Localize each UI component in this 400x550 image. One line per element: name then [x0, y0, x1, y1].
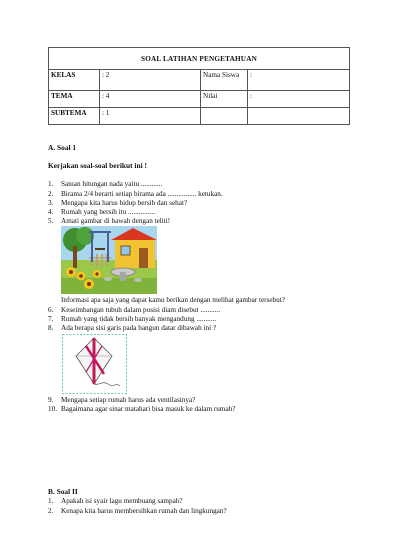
question-text: Rumah yang bersih itu ...............: [61, 208, 156, 216]
question-1: [48, 180, 162, 188]
value-nilai: :: [248, 91, 350, 108]
value-tema: : 4: [100, 91, 201, 108]
question-number: 1.: [48, 180, 54, 188]
value-kelas: : 2: [100, 70, 201, 91]
label-kelas: KELAS: [49, 70, 100, 91]
picture-question: Informasi apa saja yang dapat kamu berikan dengan melihat gambar tersebut?: [61, 296, 285, 304]
label-tema: TEMA: [49, 91, 100, 108]
question-number: 6.: [48, 306, 54, 314]
question-text: Ada berapa sisi garis pada bangun datar dibawah ini ?: [61, 324, 217, 332]
question-4: [48, 208, 155, 216]
worksheet-title: SOAL LATIHAN PENGETAHUAN: [49, 48, 350, 70]
section-heading-2: B. Soal II: [48, 487, 78, 496]
empty-cell: [201, 108, 248, 125]
question-3: [48, 199, 187, 207]
question-number: 8.: [48, 324, 54, 332]
label-nama-siswa: Nama Siswa: [201, 70, 248, 91]
question-5: [48, 217, 170, 225]
soal2-question-2: [48, 507, 227, 515]
kite-shape-illustration: [62, 334, 127, 394]
garden-house-illustration: [61, 226, 157, 294]
question-7: [48, 315, 216, 323]
header-table: [48, 47, 350, 125]
question-number: 4.: [48, 208, 54, 216]
question-text: Apakah isi syair lagu membuang sampah?: [61, 497, 183, 505]
question-number: 1.: [48, 497, 54, 505]
question-8: [48, 324, 216, 332]
question-text: Mengapa kita harus hidup bersih dan sehat?: [61, 199, 188, 207]
section-heading-1: A. Soal 1: [48, 143, 77, 152]
question-text: Bagaimana agar sinar matahari bisa masuk ke dalam rumah?: [61, 405, 236, 413]
question-text: Keseimbangan tubuh dalam posisi diam disebut ...........: [61, 306, 221, 314]
question-2: [48, 190, 223, 198]
question-number: 5.: [48, 217, 54, 225]
question-text: Kenapa kita harus membersihkan rumah dan lingkungan?: [61, 507, 227, 515]
question-text: Amati gambar di bawah dengan teliti!: [61, 217, 171, 225]
instruction: Kerjakan soal-soal berikut ini !: [48, 161, 147, 170]
question-10: [48, 405, 235, 413]
question-text: Satuan hitungan nada yaitu ............: [61, 180, 163, 188]
question-number: 9.: [48, 396, 54, 404]
question-number: 3.: [48, 199, 54, 207]
question-9: [48, 396, 195, 404]
question-6: [48, 306, 220, 314]
value-nama-siswa: :: [248, 70, 350, 91]
soal2-question-1: [48, 497, 183, 505]
question-number: 2.: [48, 507, 54, 515]
empty-cell: [248, 108, 350, 125]
label-subtema: SUBTEMA: [49, 108, 100, 125]
question-number: 2.: [48, 190, 54, 198]
question-text: Birama 2/4 berarti setiap birama ada ................ ketukan.: [61, 190, 223, 198]
question-text: Mengapa setiap rumah harus ada ventilasinya?: [61, 396, 196, 404]
question-number: 7.: [48, 315, 54, 323]
question-number: 10.: [48, 405, 57, 413]
value-subtema: : 1: [100, 108, 201, 125]
label-nilai: Nilai: [201, 91, 248, 108]
question-text: Rumah yang tidak bersih banyak mengandung ...........: [61, 315, 217, 323]
